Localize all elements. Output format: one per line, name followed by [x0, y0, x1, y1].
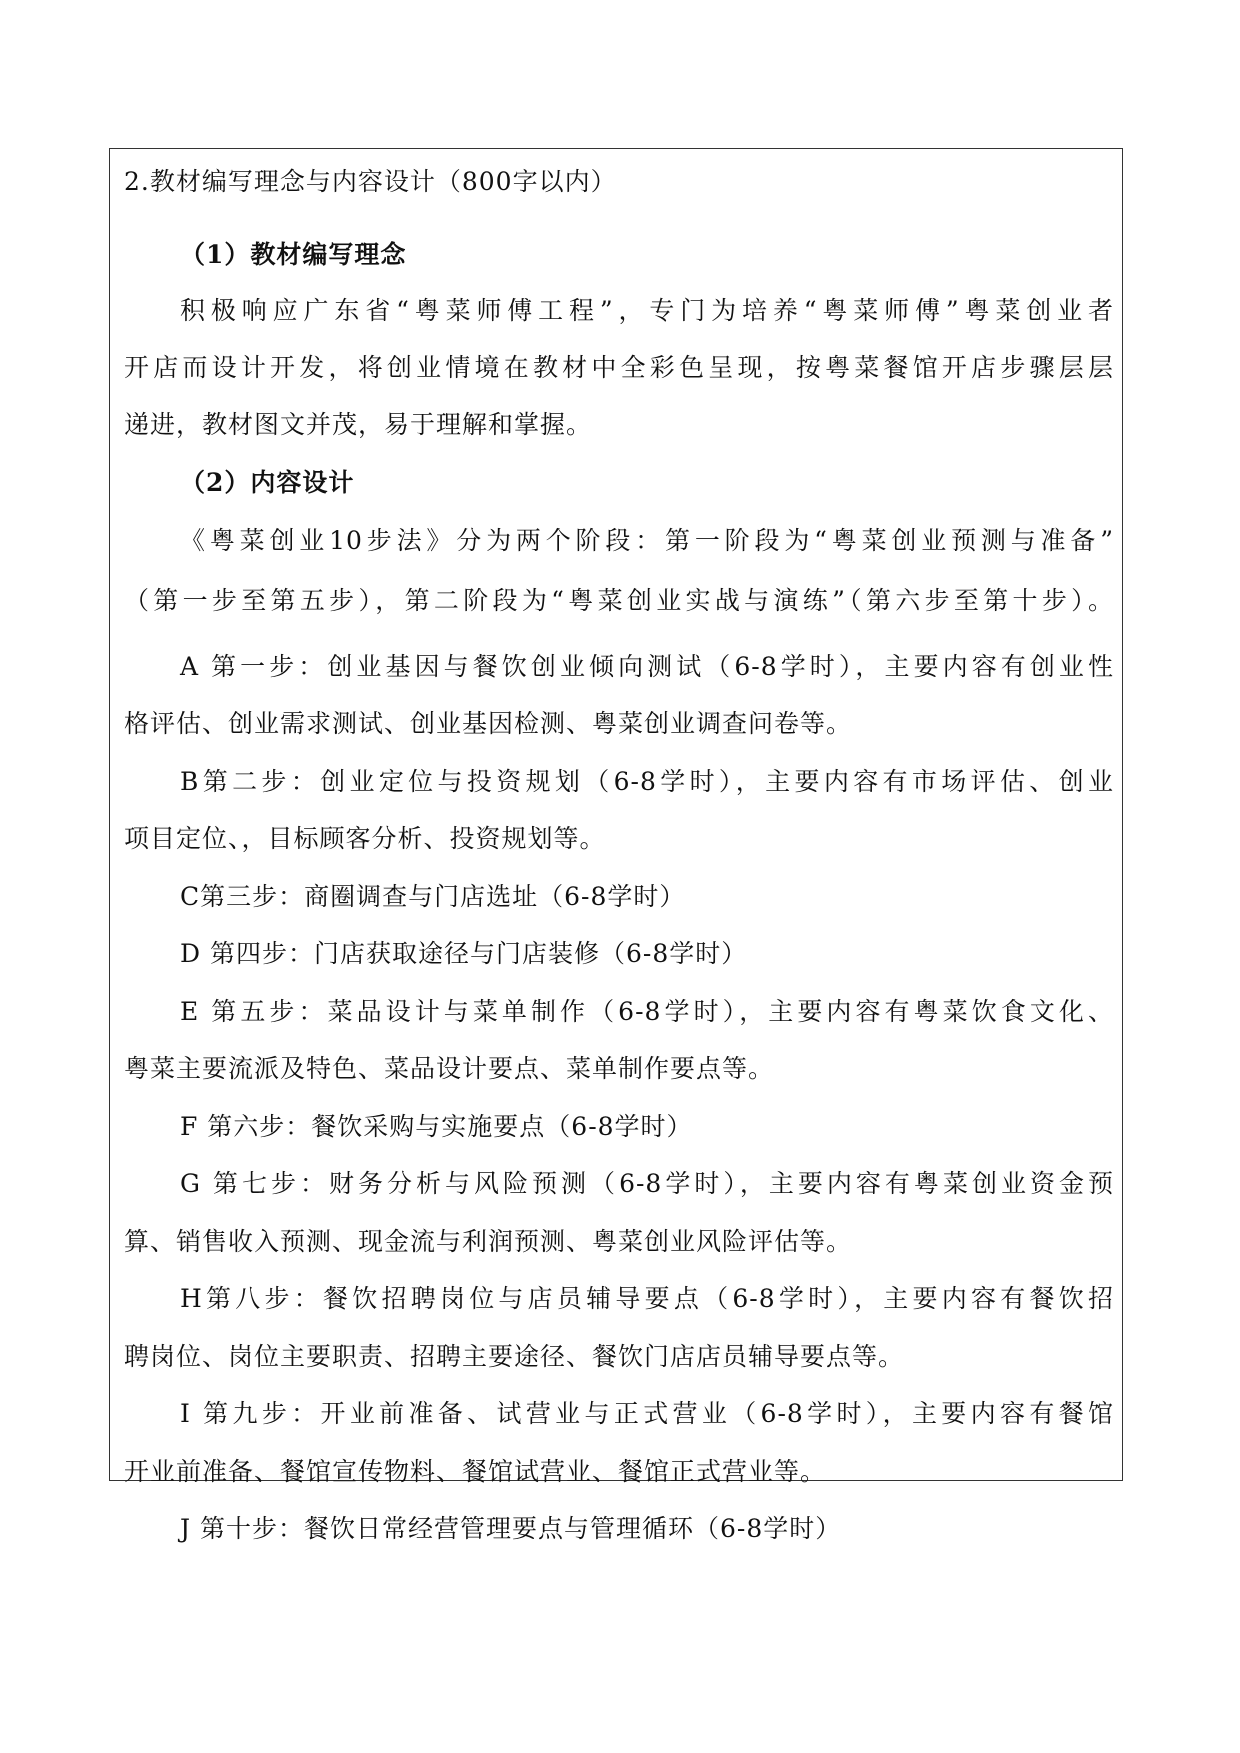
step-h-line-1: H第八步：餐饮招聘岗位与店员辅导要点（6-8学时），主要内容有餐饮招 [180, 1284, 1114, 1313]
content-box [109, 148, 1123, 1481]
step-f-line-1: F 第六步：餐饮采购与实施要点（6-8学时） [180, 1112, 693, 1141]
intro-line-2: （第一步至第五步），第二阶段为“粤菜创业实战与演练”（第六步至第十步）。 [124, 586, 1114, 615]
step-h-line-2: 聘岗位、岗位主要职责、招聘主要途径、餐饮门店店员辅导要点等。 [124, 1342, 905, 1371]
concept-paragraph-line-1: 积极响应广东省“粤菜师傅工程”，专门为培养“粤菜师傅”粤菜创业者 [180, 296, 1114, 325]
step-e-line-2: 粤菜主要流派及特色、菜品设计要点、菜单制作要点等。 [124, 1054, 775, 1083]
step-j-line-1: J 第十步：餐饮日常经营管理要点与管理循环（6-8学时） [180, 1514, 842, 1543]
section-title: 2.教材编写理念与内容设计（800字以内） [124, 167, 617, 196]
subheading-concept: （1）教材编写理念 [180, 240, 407, 269]
step-e-line-1: E 第五步：菜品设计与菜单制作（6-8学时），主要内容有粤菜饮食文化、 [180, 997, 1114, 1026]
subheading-content: （2）内容设计 [180, 468, 355, 497]
step-c-line-1: C第三步：商圈调查与门店选址（6-8学时） [180, 882, 686, 911]
step-i-line-2: 开业前准备、餐馆宣传物料、餐馆试营业、餐馆正式营业等。 [124, 1457, 827, 1486]
step-b-line-1: B第二步：创业定位与投资规划（6-8学时），主要内容有市场评估、创业 [180, 767, 1114, 796]
step-a-line-1: A 第一步：创业基因与餐饮创业倾向测试（6-8学时），主要内容有创业性 [180, 652, 1114, 681]
step-d-line-1: D 第四步：门店获取途径与门店装修（6-8学时） [180, 939, 748, 968]
step-b-line-2: 项目定位、，目标顾客分析、投资规划等。 [124, 824, 606, 853]
intro-line-1: 《粤菜创业10步法》分为两个阶段：第一阶段为“粤菜创业预测与准备” [180, 526, 1114, 555]
step-g-line-2: 算、销售收入预测、现金流与利润预测、粤菜创业风险评估等。 [124, 1227, 853, 1256]
step-a-line-2: 格评估、创业需求测试、创业基因检测、粤菜创业调查问卷等。 [124, 709, 853, 738]
concept-paragraph-line-2: 开店而设计开发，将创业情境在教材中全彩色呈现，按粤菜餐馆开店步骤层层 [124, 353, 1114, 382]
concept-paragraph-line-3: 递进，教材图文并茂，易于理解和掌握。 [124, 410, 593, 439]
step-g-line-1: G 第七步：财务分析与风险预测（6-8学时），主要内容有粤菜创业资金预 [180, 1169, 1114, 1198]
step-i-line-1: I 第九步：开业前准备、试营业与正式营业（6-8学时），主要内容有餐馆 [180, 1399, 1114, 1428]
